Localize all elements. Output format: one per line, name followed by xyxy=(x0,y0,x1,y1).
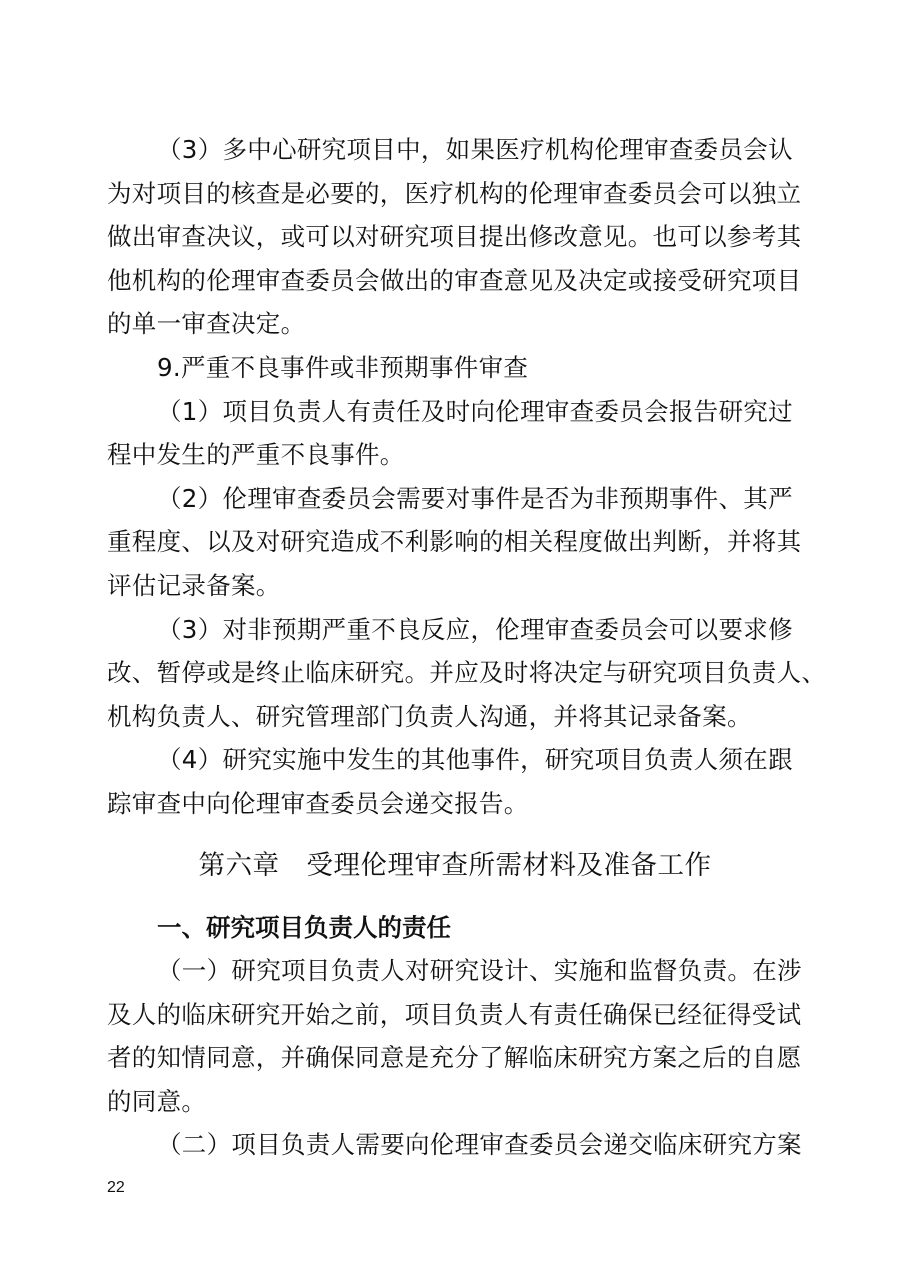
text-line: 及人的临床研究开始之前，项目负责人有责任确保已经征得受试 xyxy=(107,999,802,1029)
document-page xyxy=(107,128,827,1167)
section-heading: 一、研究项目负责人的责任 xyxy=(157,912,451,942)
text-line: 9.严重不良事件或非预期事件审查 xyxy=(157,352,529,382)
text-line: 踪审查中向伦理审查委员会递交报告。 xyxy=(107,788,529,818)
paragraph-responsibility-1 xyxy=(107,949,803,1123)
text-line: 他机构的伦理审查委员会做出的审查意见及决定或接受研究项目 xyxy=(107,265,802,295)
text-line: 做出审查决议，或可以对研究项目提出修改意见。也可以参考其 xyxy=(107,222,802,252)
paragraph-responsibility-2 xyxy=(107,1123,803,1167)
text-line: （1）项目负责人有责任及时向伦理审查委员会报告研究过 xyxy=(157,396,793,426)
text-line: （3）对非预期严重不良反应，伦理审查委员会可以要求修 xyxy=(157,614,793,644)
text-line: 机构负责人、研究管理部门负责人沟通，并将其记录备案。 xyxy=(107,701,752,731)
text-line: 重程度、以及对研究造成不利影响的相关程度做出判断，并将其 xyxy=(107,527,802,557)
text-line: 为对项目的核查是必要的，医疗机构的伦理审查委员会可以独立 xyxy=(107,178,802,208)
paragraph-multicenter-review xyxy=(107,128,803,346)
text-line: （一）研究项目负责人对研究设计、实施和监督负责。在涉 xyxy=(157,956,802,986)
text-line: 者的知情同意，并确保同意是充分了解临床研究方案之后的自愿 xyxy=(107,1043,802,1073)
paragraph-adverse-event-4 xyxy=(107,738,803,825)
text-line: 的单一审查决定。 xyxy=(107,309,306,339)
page-number: 22 xyxy=(107,1179,125,1196)
text-line: （3）多中心研究项目中，如果医疗机构伦理审查委员会认 xyxy=(157,135,793,164)
text-line: 程中发生的严重不良事件。 xyxy=(107,440,405,470)
subsection-title-adverse-events xyxy=(107,346,803,390)
text-line: 改、暂停或是终止临床研究。并应及时将决定与研究项目负责人、 xyxy=(107,658,827,688)
paragraph-adverse-event-1 xyxy=(107,390,803,477)
paragraph-adverse-event-3 xyxy=(107,608,827,739)
text-line: （2）伦理审查委员会需要对事件是否为非预期事件、其严 xyxy=(157,483,793,513)
text-line: 的同意。 xyxy=(107,1086,207,1116)
chapter-title: 第六章 受理伦理审查所需材料及准备工作 xyxy=(198,849,712,881)
text-line: （二）项目负责人需要向伦理审查委员会递交临床研究方案 xyxy=(157,1130,802,1160)
text-line: 评估记录备案。 xyxy=(107,570,281,600)
paragraph-adverse-event-2 xyxy=(107,477,803,608)
text-line: （4）研究实施中发生的其他事件，研究项目负责人须在跟 xyxy=(157,745,793,775)
